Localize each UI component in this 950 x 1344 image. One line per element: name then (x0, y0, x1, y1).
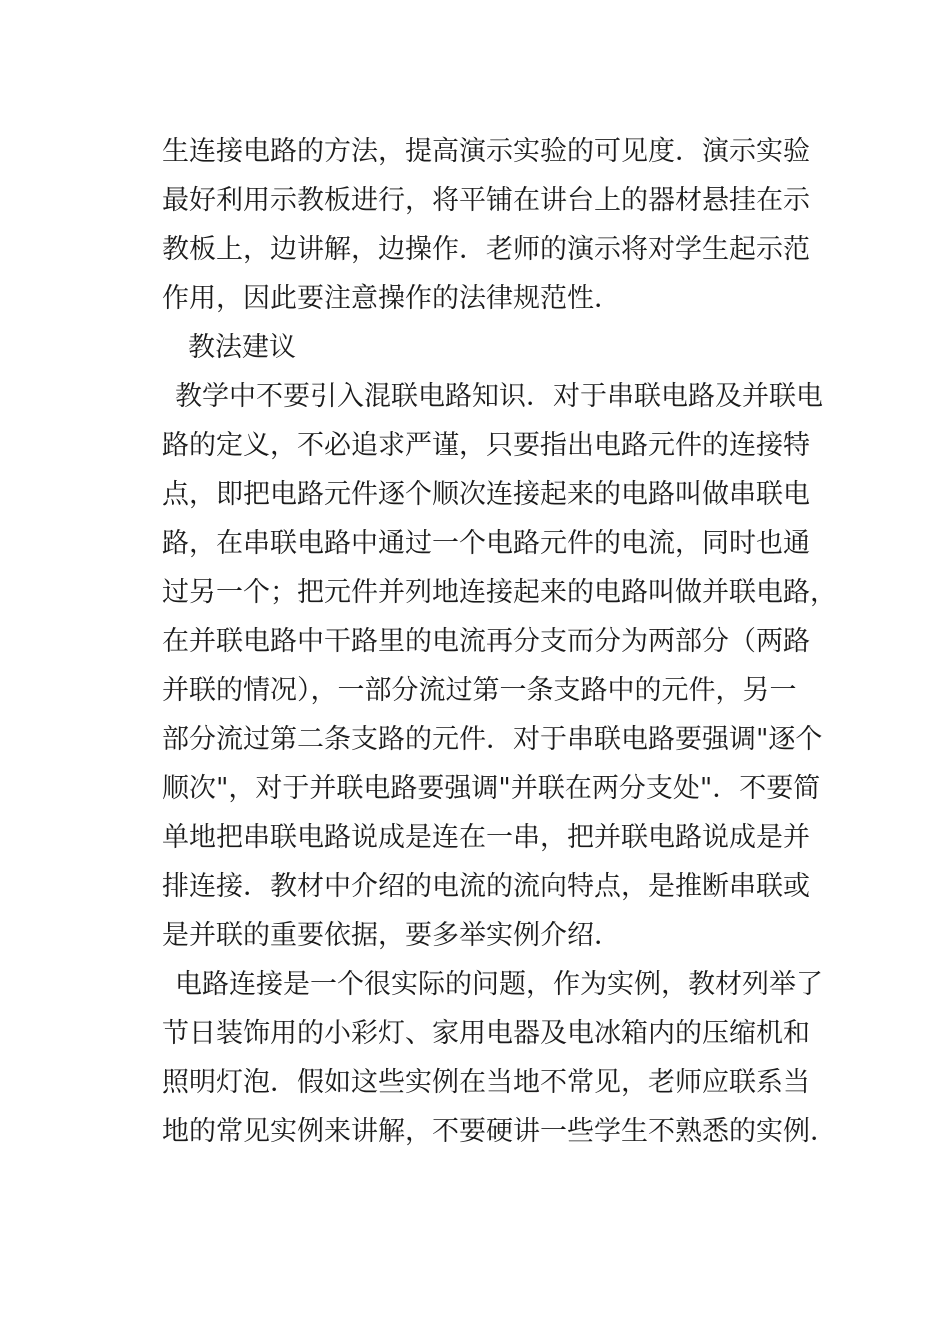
text-line: 电路连接是一个很实际的问题，作为实例，教材列举了 (175, 969, 823, 1000)
text-line: 路，在串联电路中通过一个电路元件的电流，同时也通 (162, 528, 810, 559)
text-line: 教学中不要引入混联电路知识．对于串联电路及并联电 (175, 381, 823, 412)
text-line: 点，即把电路元件逐个顺次连接起来的电路叫做串联电 (162, 479, 810, 510)
text-line: 作用，因此要注意操作的法律规范性． (162, 283, 621, 314)
text-line: 生连接电路的方法，提高演示实验的可见度．演示实验 (162, 136, 810, 167)
text-line: 排连接．教材中介绍的电流的流向特点，是推断串联或 (162, 871, 810, 902)
text-line: 过另一个；把元件并列地连接起来的电路叫做并联电路， (162, 577, 837, 608)
document-body (162, 127, 837, 1156)
text-line: 顺次"，对于并联电路要强调"并联在两分支处"．不要简 (162, 773, 821, 804)
text-line: 路的定义，不必追求严谨，只要指出电路元件的连接特 (162, 430, 810, 461)
text-line: 教板上，边讲解，边操作．老师的演示将对学生起示范 (162, 234, 810, 265)
text-line: 节日装饰用的小彩灯、家用电器及电冰箱内的压缩机和 (162, 1018, 810, 1049)
text-line: 部分流过第二条支路的元件．对于串联电路要强调"逐个 (162, 724, 823, 755)
text-line: 照明灯泡．假如这些实例在当地不常见，老师应联系当 (162, 1067, 810, 1098)
text-line: 是并联的重要依据，要多举实例介绍． (162, 920, 621, 951)
section-heading: 教法建议 (188, 332, 296, 363)
text-line: 在并联电路中干路里的电流再分支而分为两部分（两路 (162, 626, 810, 657)
text-line: 单地把串联电路说成是连在一串，把并联电路说成是并 (162, 822, 810, 853)
text-line: 地的常见实例来讲解，不要硬讲一些学生不熟悉的实例． (162, 1116, 837, 1147)
text-line: 最好利用示教板进行，将平铺在讲台上的器材悬挂在示 (162, 185, 810, 216)
text-line: 并联的情况），一部分流过第一条支路中的元件，另一 (162, 675, 797, 706)
